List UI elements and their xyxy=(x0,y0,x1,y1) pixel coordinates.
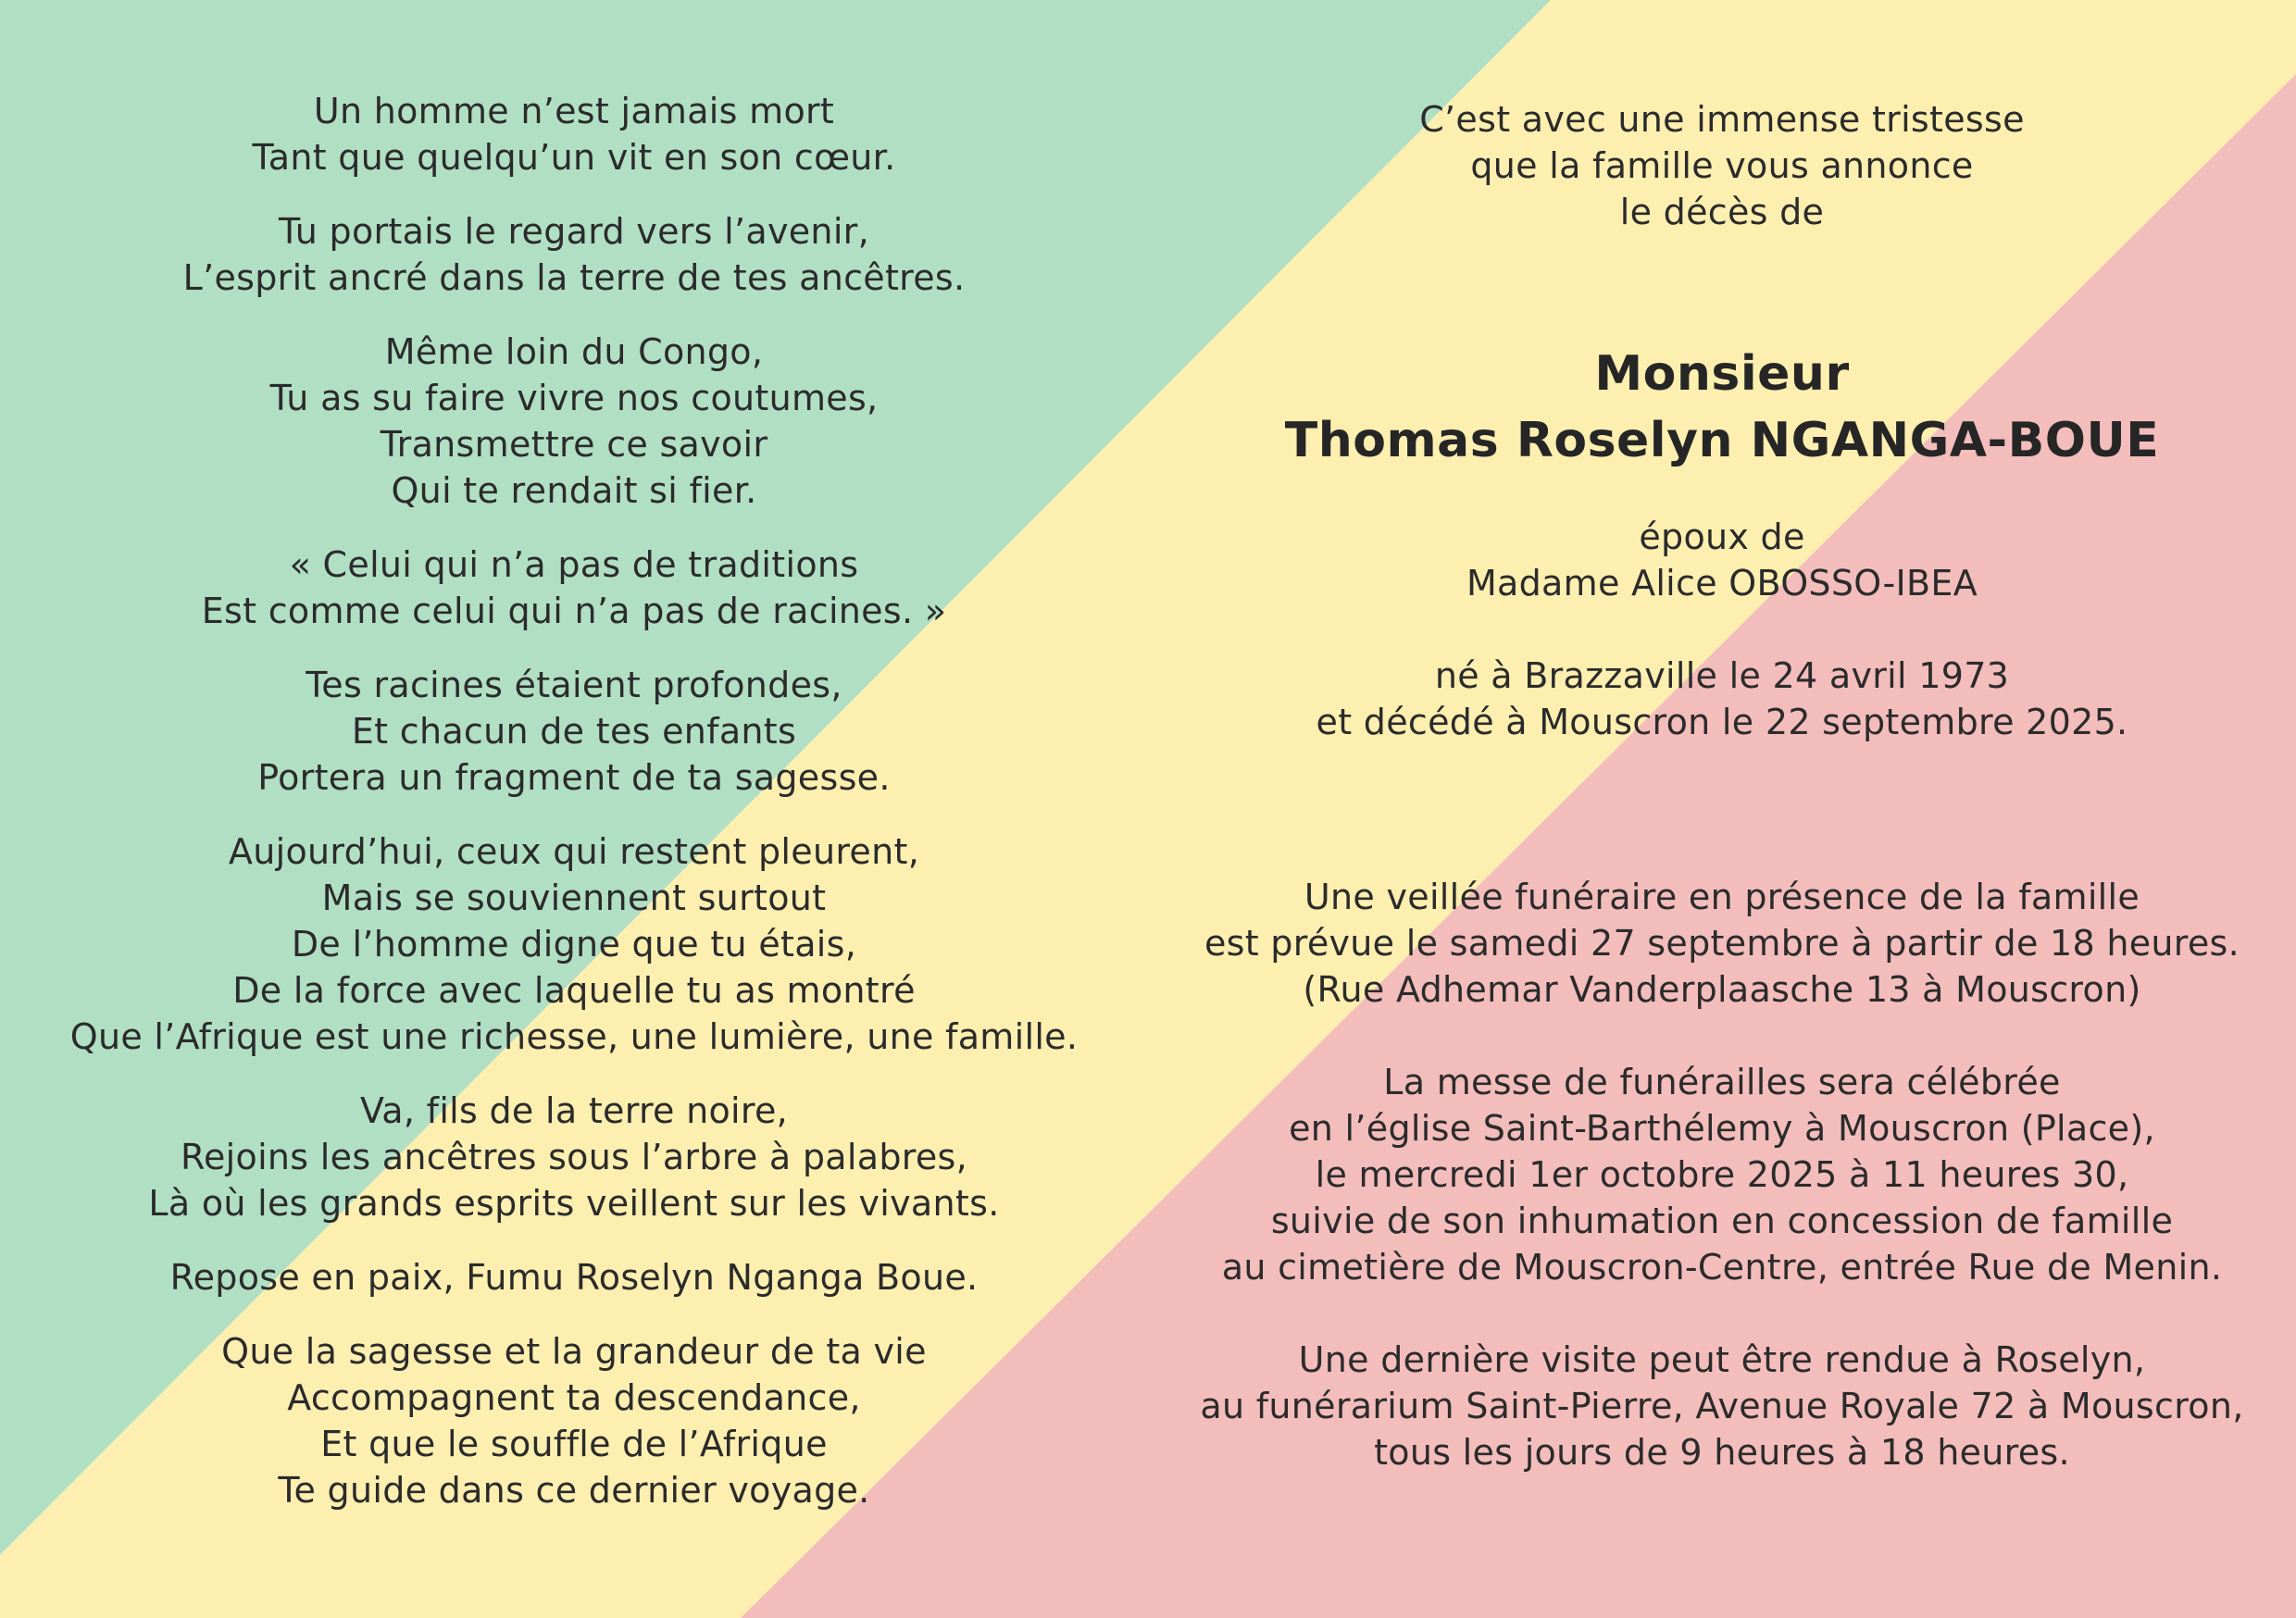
poem-stanza xyxy=(56,1254,1092,1301)
last-visit-block xyxy=(1148,1337,2296,1475)
mass-line: au cimetière de Mouscron-Centre, entrée Rue de Menin. xyxy=(1221,1247,2223,1288)
poem-line: Que la sagesse et la grandeur de ta vie xyxy=(221,1331,927,1372)
poem-line: « Celui qui n’a pas de traditions xyxy=(289,544,859,585)
poem-line: Aujourd’hui, ceux qui restent pleurent, xyxy=(228,831,920,872)
poem-stanza xyxy=(56,662,1092,801)
poem-line: Qui te rendait si fier. xyxy=(391,470,757,511)
poem-line: Tant que quelqu’un vit en son cœur. xyxy=(252,137,896,178)
spouse-label: époux de xyxy=(1639,517,1805,557)
poem-line: Tu portais le regard vers l’avenir, xyxy=(279,211,869,252)
poem-line: Même loin du Congo, xyxy=(384,331,764,372)
deceased-full-name: Thomas Roselyn NGANGA-BOUE xyxy=(1284,413,2160,468)
poem-stanza xyxy=(56,208,1092,301)
funeral-mass-block xyxy=(1148,1059,2296,1290)
mass-line: en l’église Saint-Barthélemy à Mouscron (Place), xyxy=(1289,1108,2155,1149)
poem-line: Rejoins les ancêtres sous l’arbre à palabres, xyxy=(180,1137,967,1177)
visit-line: Une dernière visite peut être rendue à Roselyn, xyxy=(1298,1339,2146,1380)
poem-line: Repose en paix, Fumu Roselyn Nganga Boue. xyxy=(169,1257,979,1298)
poem-line: Que l’Afrique est une richesse, une lumière, une famille. xyxy=(69,1016,1079,1057)
vigil-line: Une veillée funéraire en présence de la famille xyxy=(1304,877,2140,917)
poem-line: Transmettre ce savoir xyxy=(380,424,768,465)
poem-line: Là où les grands esprits veillent sur les vivants. xyxy=(148,1183,1000,1224)
poem-line: Va, fils de la terre noire, xyxy=(359,1090,789,1131)
poem-line: Te guide dans ce dernier voyage. xyxy=(278,1470,870,1511)
poem-line: Un homme n’est jamais mort xyxy=(313,91,835,131)
honorific-title: Monsieur xyxy=(1594,346,1850,402)
intro-block xyxy=(1148,96,2296,235)
poem-column xyxy=(56,88,1092,1541)
poem-line: Accompagnent ta descendance, xyxy=(287,1377,861,1418)
intro-line: le décès de xyxy=(1619,192,1825,232)
intro-line: C’est avec une immense tristesse xyxy=(1419,99,2025,140)
poem-line: Et chacun de tes enfants xyxy=(351,711,797,752)
poem-stanza xyxy=(56,329,1092,514)
poem-line: L’esprit ancré dans la terre de tes ancêtres. xyxy=(182,257,966,298)
poem-line: Portera un fragment de ta sagesse. xyxy=(257,757,891,798)
deceased-name-block xyxy=(1148,341,2296,474)
spouse-name: Madame Alice OBOSSO-IBEA xyxy=(1466,563,1978,604)
vigil-block xyxy=(1148,874,2296,1013)
visit-line: au funérarium Saint-Pierre, Avenue Royale 72 à Mouscron, xyxy=(1200,1386,2244,1426)
spouse-block xyxy=(1148,514,2296,606)
poem-line: De la force avec laquelle tu as montré xyxy=(232,970,916,1011)
poem-stanza xyxy=(56,1328,1092,1513)
poem-line: Tu as su faire vivre nos coutumes, xyxy=(269,378,879,418)
poem-line: Est comme celui qui n’a pas de racines. » xyxy=(201,591,947,631)
vigil-line: est prévue le samedi 27 septembre à partir de 18 heures. xyxy=(1204,923,2240,964)
poem-line: Mais se souviennent surtout xyxy=(321,877,827,918)
visit-line: tous les jours de 9 heures à 18 heures. xyxy=(1374,1432,2070,1473)
poem-line: Et que le souffle de l’Afrique xyxy=(320,1424,828,1464)
birth-line: né à Brazzaville le 24 avril 1973 xyxy=(1434,655,2010,696)
death-line: et décédé à Mouscron le 22 septembre 2025. xyxy=(1316,702,2128,742)
intro-line: que la famille vous annonce xyxy=(1470,145,1974,186)
mass-line: le mercredi 1er octobre 2025 à 11 heures 30, xyxy=(1315,1154,2129,1195)
birth-death-block xyxy=(1148,653,2296,745)
mass-line: suivie de son inhumation en concession de famille xyxy=(1270,1201,2174,1241)
poem-stanza xyxy=(56,828,1092,1060)
poem-line: De l’homme digne que tu étais, xyxy=(291,924,857,965)
poem-stanza xyxy=(56,1088,1092,1226)
poem-line: Tes racines étaient profondes, xyxy=(306,665,842,705)
mass-line: La messe de funérailles sera célébrée xyxy=(1383,1062,2061,1102)
poem-stanza xyxy=(56,541,1092,634)
vigil-line: (Rue Adhemar Vanderplaasche 13 à Mouscron) xyxy=(1303,969,2141,1010)
poem-stanza xyxy=(56,88,1092,180)
